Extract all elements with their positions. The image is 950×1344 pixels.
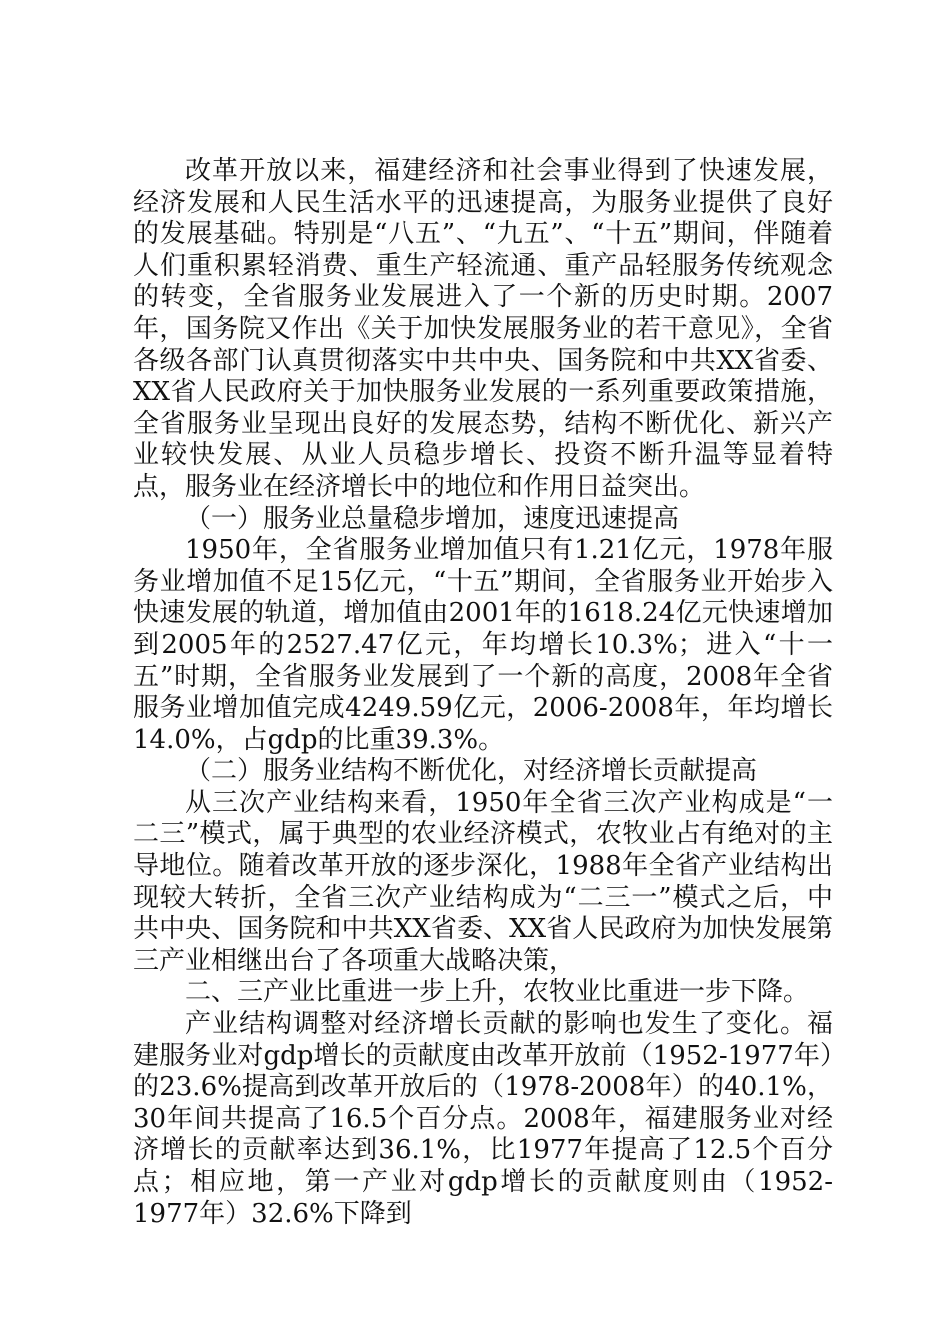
section-heading-1: （一）服务业总量稳步增加，速度迅速提高 — [185, 503, 680, 534]
document-body — [133, 156, 833, 1230]
paragraph-intro: 改革开放以来，福建经济和社会事业得到了快速发展，经济发展和人民生活水平的迅速提高，为服务业提供了良好的发展基础。特别是“八五”、“九五”、“十五”期间，伴随着人们重积累轻消费、重生产轻流通、重产品轻服务传统观念的转变，全省服务业发展进入了一个新的历史时期。2007年，国务院又作出《关于加快发展服务业的若干意见》，全省各级各部门认真贯彻落实中共中央、国务院和中共XX省委、XX省人民政府关于加快服务业发展的一系列重要政策措施，全省服务业呈现出良好的发展态势，结构不断优化、新兴产业较快发展、从业人员稳步增长、投资不断升温等显着特点，服务业在经济增长中的地位和作用日益突出。 — [133, 156, 833, 502]
section-heading-3: 二、三产业比重进一步上升，农牧业比重进一步下降。 — [185, 977, 810, 1008]
section-heading-2: （二）服务业结构不断优化，对经济增长贡献提高 — [185, 756, 758, 787]
paragraph-contribution: 产业结构调整对经济增长贡献的影响也发生了变化。福建服务业对gdp增长的贡献度由改革开放前（1952-1977年）的23.6%提高到改革开放后的（1978-2008年）的40.1%，30年间共提高了16.5个百分点。2008年，福建服务业对经济增长的贡献率达到36.1%，比1977年提高了12.5个百分点；相应地，第一产业对gdp增长的贡献度则由（1952-1977年）32.6%下降到 — [133, 1009, 833, 1229]
paragraph-total-growth: 1950年，全省服务业增加值只有1.21亿元，1978年服务业增加值不足15亿元，“十五”期间，全省服务业开始步入快速发展的轨道，增加值由2001年的1618.24亿元快速增加到2005年的2527.47亿元，年均增长10.3%；进入“十一五”时期，全省服务业发展到了一个新的高度，2008年全省服务业增加值完成4249.59亿元，2006-2008年，年均增长14.0%，占gdp的比重39.3%。 — [133, 535, 833, 755]
paragraph-industry-structure: 从三次产业结构来看，1950年全省三次产业构成是“一二三”模式，属于典型的农业经济模式，农牧业占有绝对的主导地位。随着改革开放的逐步深化，1988年全省产业结构出现较大转折，全省三次产业结构成为“二三一”模式之后，中共中央、国务院和中共XX省委、XX省人民政府为加快发展第三产业相继出台了各项重大战略决策， — [133, 787, 833, 976]
